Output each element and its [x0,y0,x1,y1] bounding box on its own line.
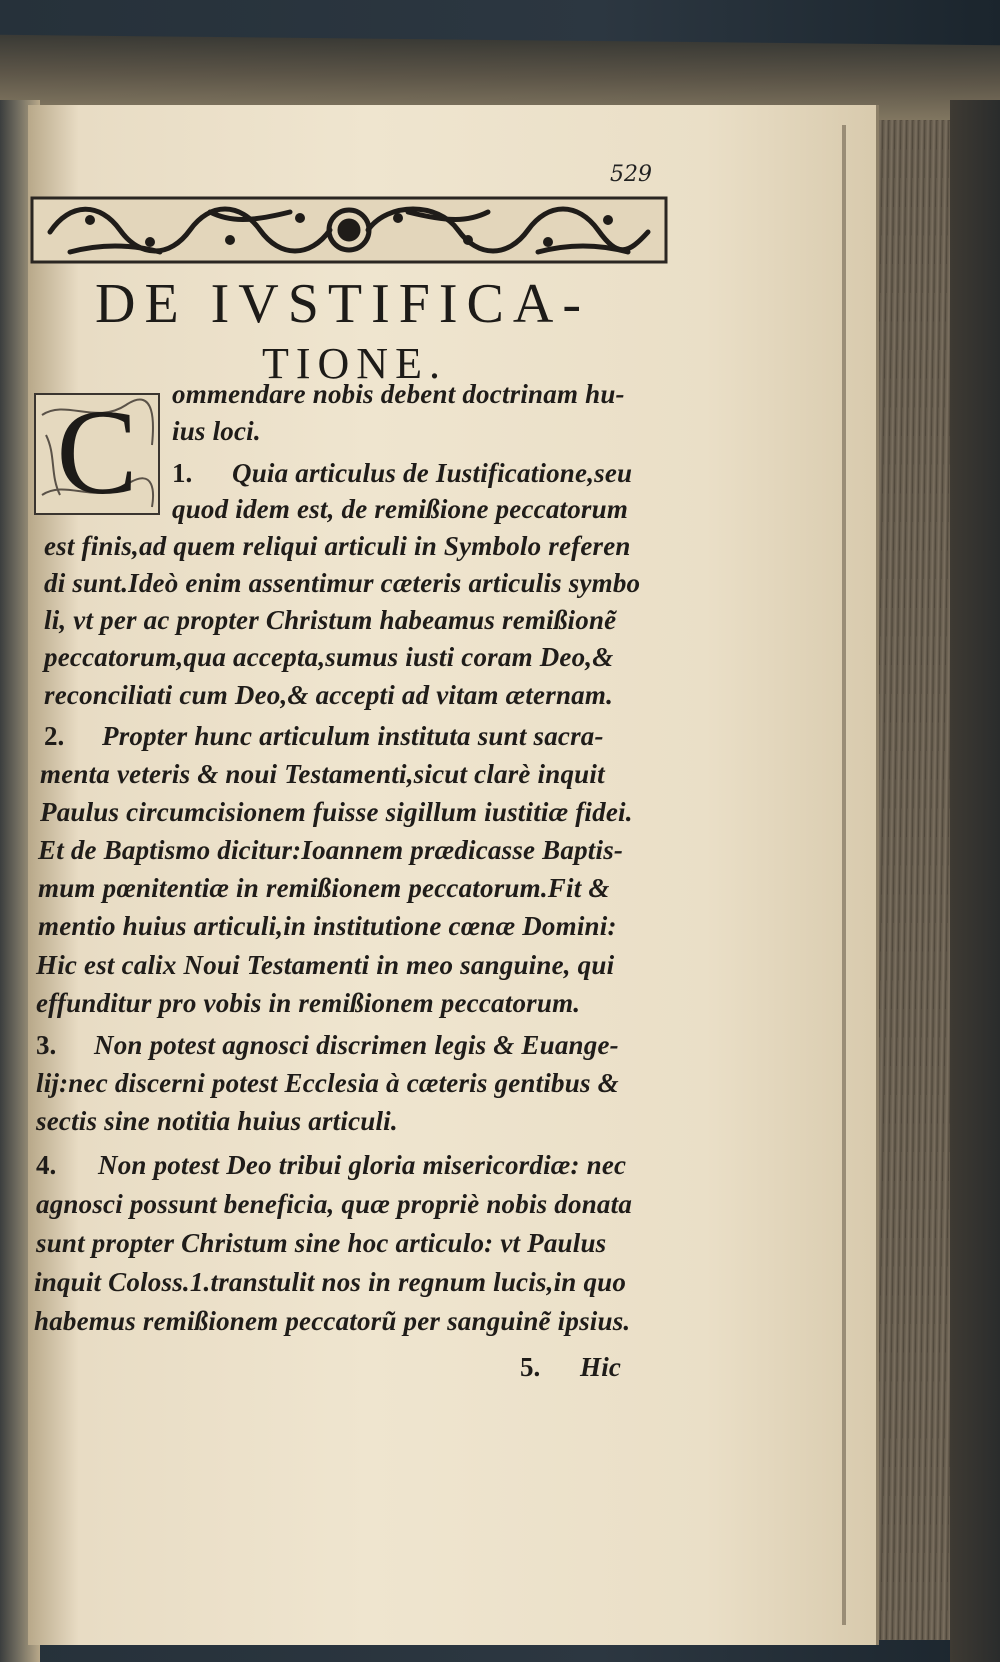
text-line: Non potest agnosci discrimen legis & Euange- [94,1030,619,1060]
initial-letter: C [56,385,138,520]
section-number: 4. [36,1150,57,1180]
catchword: Hic [580,1352,622,1382]
text-line: est finis,ad quem reliqui articuli in Symbolo referen [44,531,631,561]
text-line: Paulus circumcisionem fuisse sigillum iustitiæ fidei. [40,797,633,827]
page-number: 529 [610,162,652,187]
page-edge-rule [842,125,846,1625]
text-line: inquit Coloss.1.transtulit nos in regnum lucis,in quo [34,1267,627,1297]
text-line: sectis sine notitia huius articuli. [36,1106,398,1136]
text-line: mentio huius articuli,in institutione cœnæ Domini: [38,911,617,941]
section-number: 1. [172,458,193,488]
text-line: di sunt.Ideò enim assentimur cæteris articulis symbo [44,568,641,598]
text-line: sunt propter Christum sine hoc articulo: vt Paulus [36,1228,607,1258]
text-line: Hic est calix Noui Testamenti in meo sanguine, qui [36,950,615,980]
text-line: menta veteris & noui Testamenti,sicut clarè inquit [40,759,605,789]
decorated-initial [34,385,160,520]
text-line: habemus remißionem peccatorũ per sanguinẽ ipsius. [34,1306,631,1336]
book-cover-right [950,100,1000,1662]
text-line: ommendare nobis debent doctrinam hu- [172,379,625,409]
text-line: li, vt per ac propter Christum habeamus remißionẽ [44,605,617,635]
text-line: quod idem est, de remißione peccatorum [172,494,629,524]
text-line: ius loci. [172,416,261,446]
title-line-1: DE IVSTIFICA- [95,273,590,335]
text-line: Propter hunc articulum instituta sunt sacra- [102,721,604,751]
text-line: Non potest Deo tribui gloria misericordiæ: nec [98,1150,627,1180]
title-line-2: TIONE. [262,339,447,388]
section-number: 3. [36,1030,57,1060]
text-line: Quia articulus de Iustificatione,seu [232,458,633,488]
text-line: agnosci possunt beneficia, quæ propriè nobis donata [36,1189,633,1219]
text-line: mum pœnitentiæ in remißionem peccatorum.Fit & [38,873,610,903]
text-line: reconciliati cum Deo,& accepti ad vitam æternam. [44,680,614,710]
text-line: Et de Baptismo dicitur:Ioannem prædicasse Baptis- [38,835,624,865]
catchword-number: 5. [520,1352,541,1382]
text-line: peccatorum,qua accepta,sumus iusti coram Deo,& [44,642,614,672]
text-line: effunditur pro vobis in remißionem peccatorum. [36,988,581,1018]
text-line: lij:nec discerni potest Ecclesia à cæteris gentibus & [36,1068,619,1098]
section-number: 2. [44,721,65,751]
ornamental-headpiece [30,192,668,268]
